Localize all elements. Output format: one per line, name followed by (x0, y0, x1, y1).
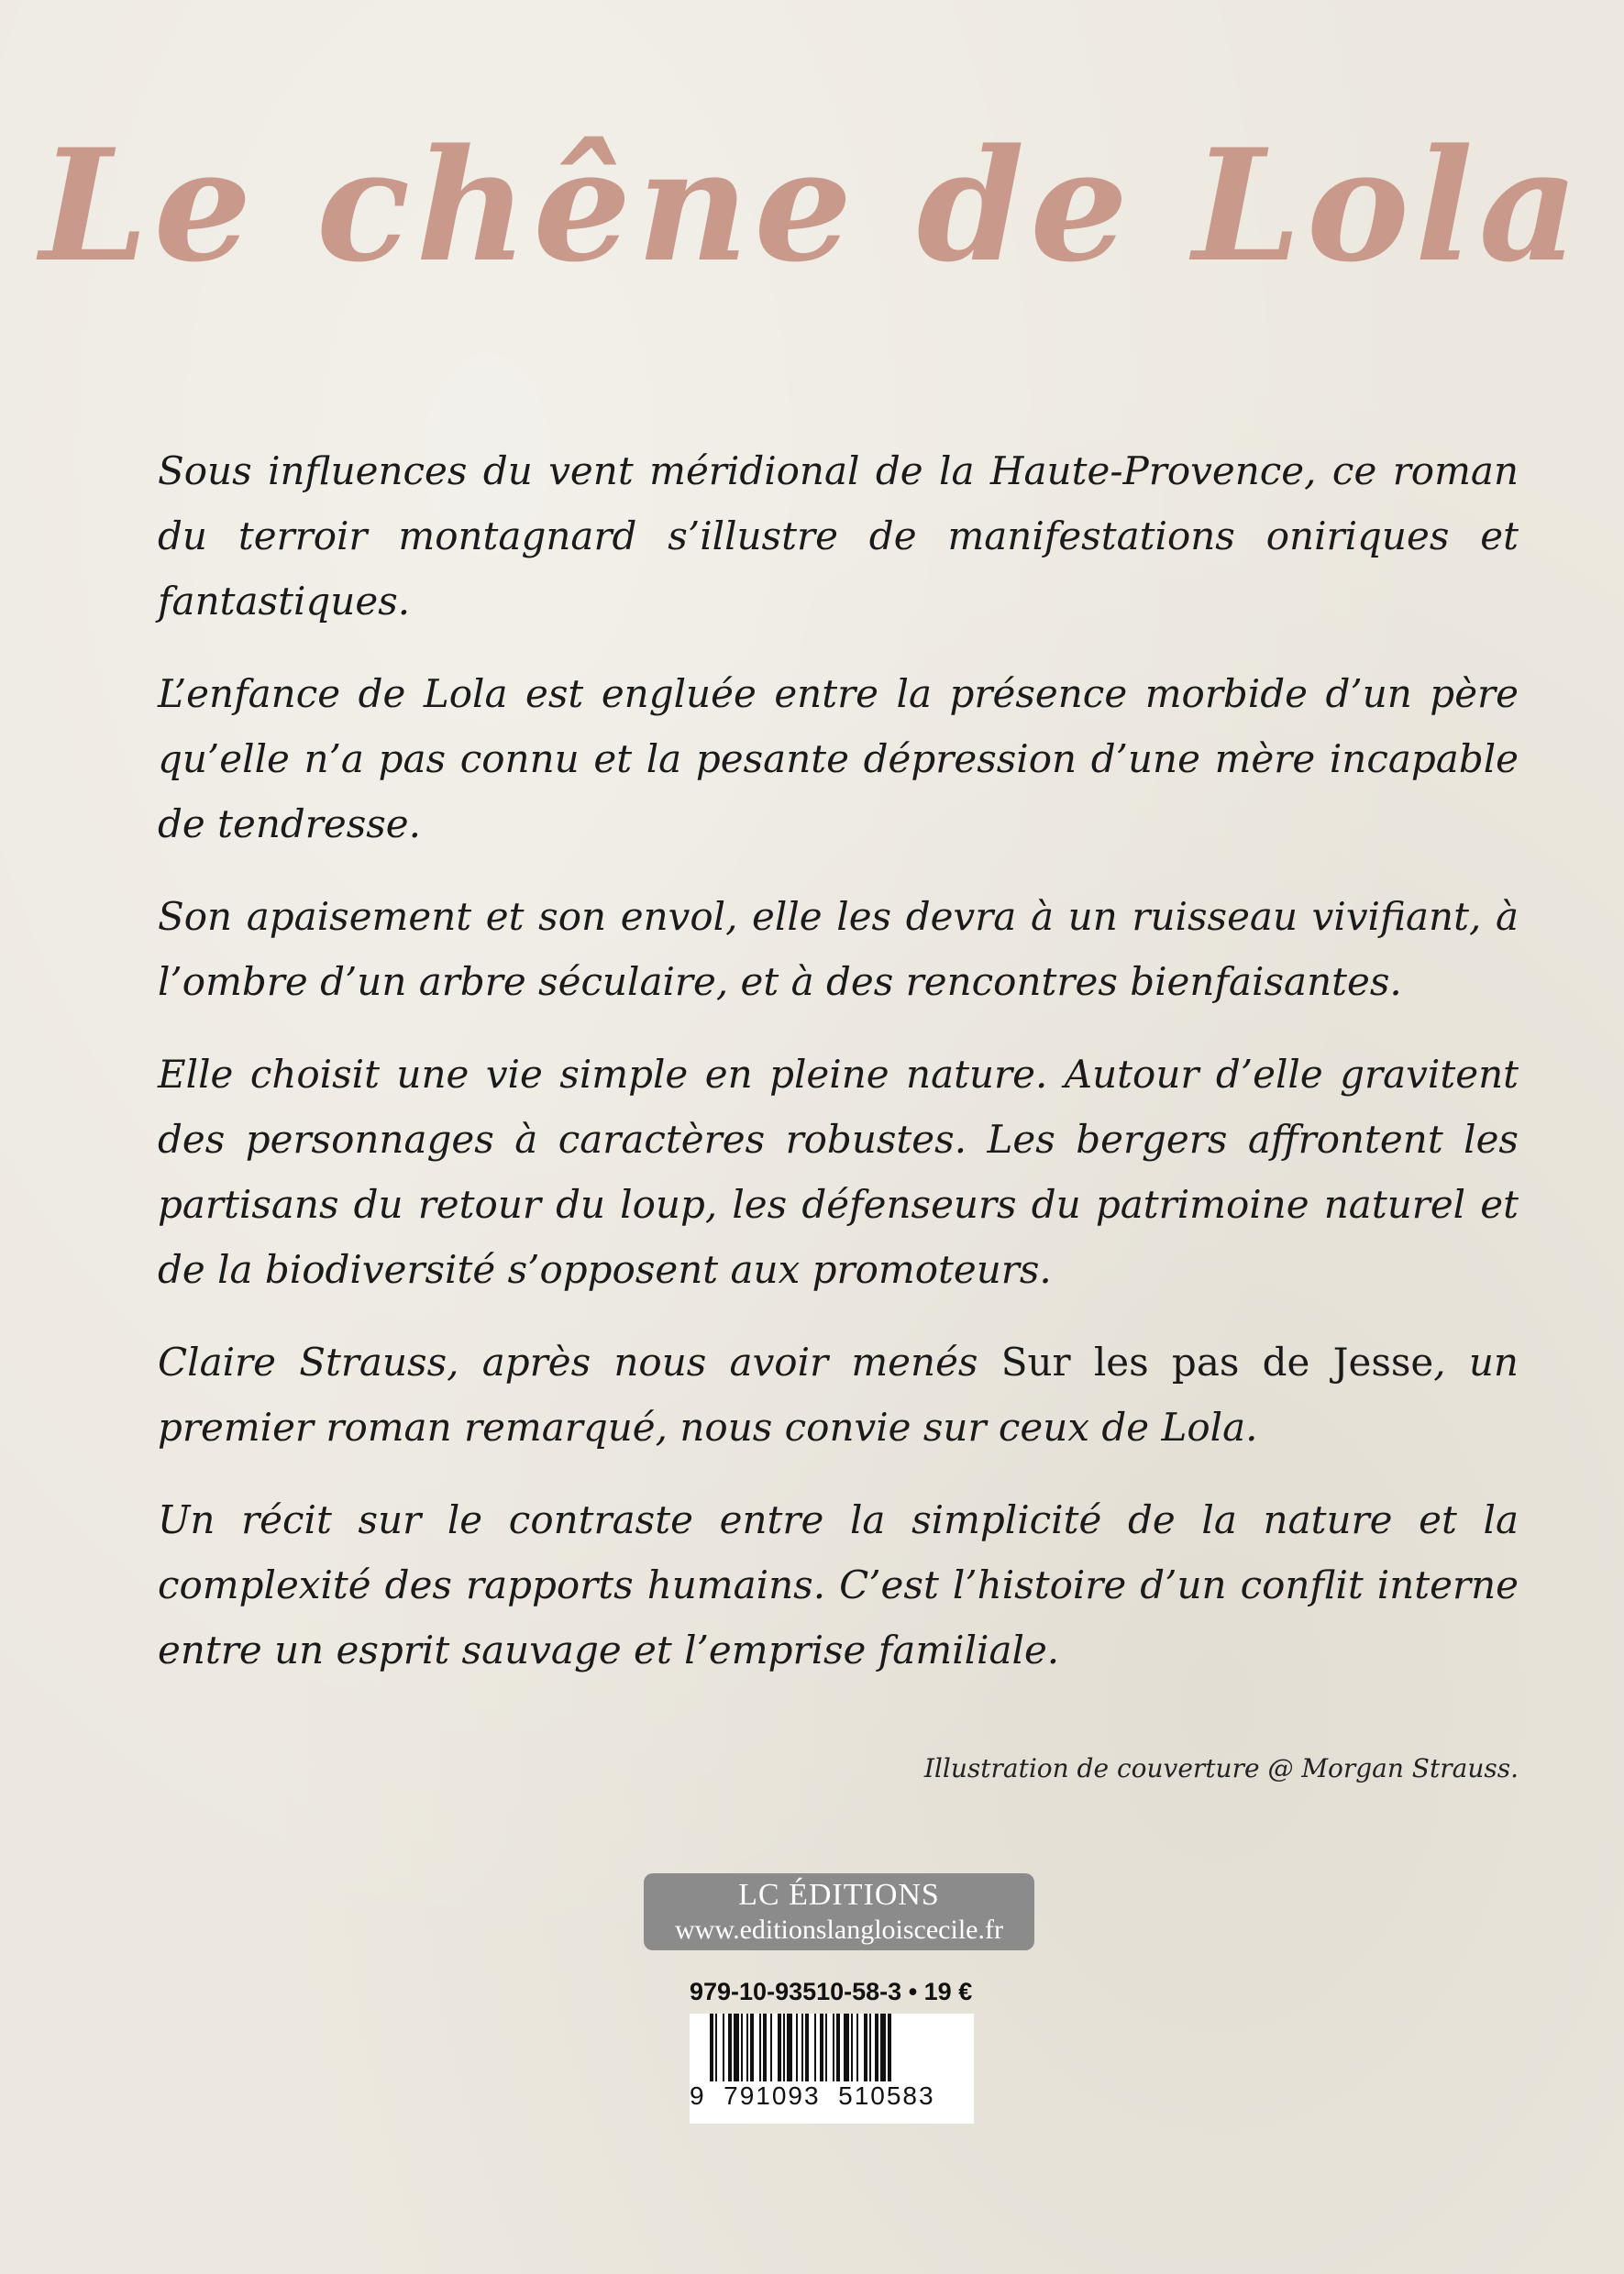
book-title: Le chêne de Lola (39, 115, 1585, 296)
isbn-price-line: 979-10-93510-58-3 • 19 € (690, 1978, 973, 2005)
paragraph-3: Son apaisement et son envol, elle les devra à un ruisseau vivifiant, à l’ombre d’un arbre séculaire, et à des rencontres bienfaisantes. (158, 894, 1519, 1004)
paragraph-4: Elle choisit une vie simple en pleine nature. Autour d’elle gravitent des personnages à caractères robustes. Les bergers affrontent les partisans du retour du loup, les défenseurs du patrimoine naturel et de la biodiversité s’opposent aux promoteurs. (158, 1052, 1519, 1292)
barcode-lead-digit: 9 (690, 2081, 706, 2110)
paragraph-2: L’enfance de Lola est engluée entre la présence morbide d’un père qu’elle n’a pas connu et la pesante dépression d’une mère incapable de tendresse. (158, 671, 1519, 846)
barcode-left-group: 791093 (724, 2081, 821, 2110)
paragraph-5-after: , un premier roman remarqué, nous convie sur ceux de Lola. (158, 1340, 1519, 1450)
paragraph-6: Un récit sur le contraste entre la simplicité de la nature et la complexité des rapports humains. C’est l’histoire d’un conflit interne entre un esprit sauvage et l’emprise familiale. (158, 1497, 1519, 1672)
previous-book-title: Sur les pas de Jesse (1000, 1340, 1434, 1385)
publisher-name: LC ÉDITIONS (738, 1878, 940, 1912)
paragraph-5-before: Claire Strauss, après nous avoir menés (158, 1340, 1001, 1385)
illustration-credit: Illustration de couverture @ Morgan Strauss. (923, 1753, 1519, 1783)
barcode-right-group: 510583 (838, 2081, 935, 2110)
isbn-number: 979-10-93510-58-3 (690, 1978, 902, 2005)
paragraph-5 (158, 1330, 1519, 1460)
back-cover-text (158, 438, 1519, 1710)
price: 19 € (923, 1978, 973, 2005)
barcode-digits (690, 2081, 974, 2116)
paragraph-1: Sous influences du vent méridional de la Haute-Provence, ce roman du terroir montagnard s’illustre de manifestations oniriques et fantastiques. (158, 448, 1519, 624)
publisher-url: www.editionslangloiscecile.fr (675, 1915, 1003, 1945)
publisher-badge (644, 1873, 1034, 1950)
